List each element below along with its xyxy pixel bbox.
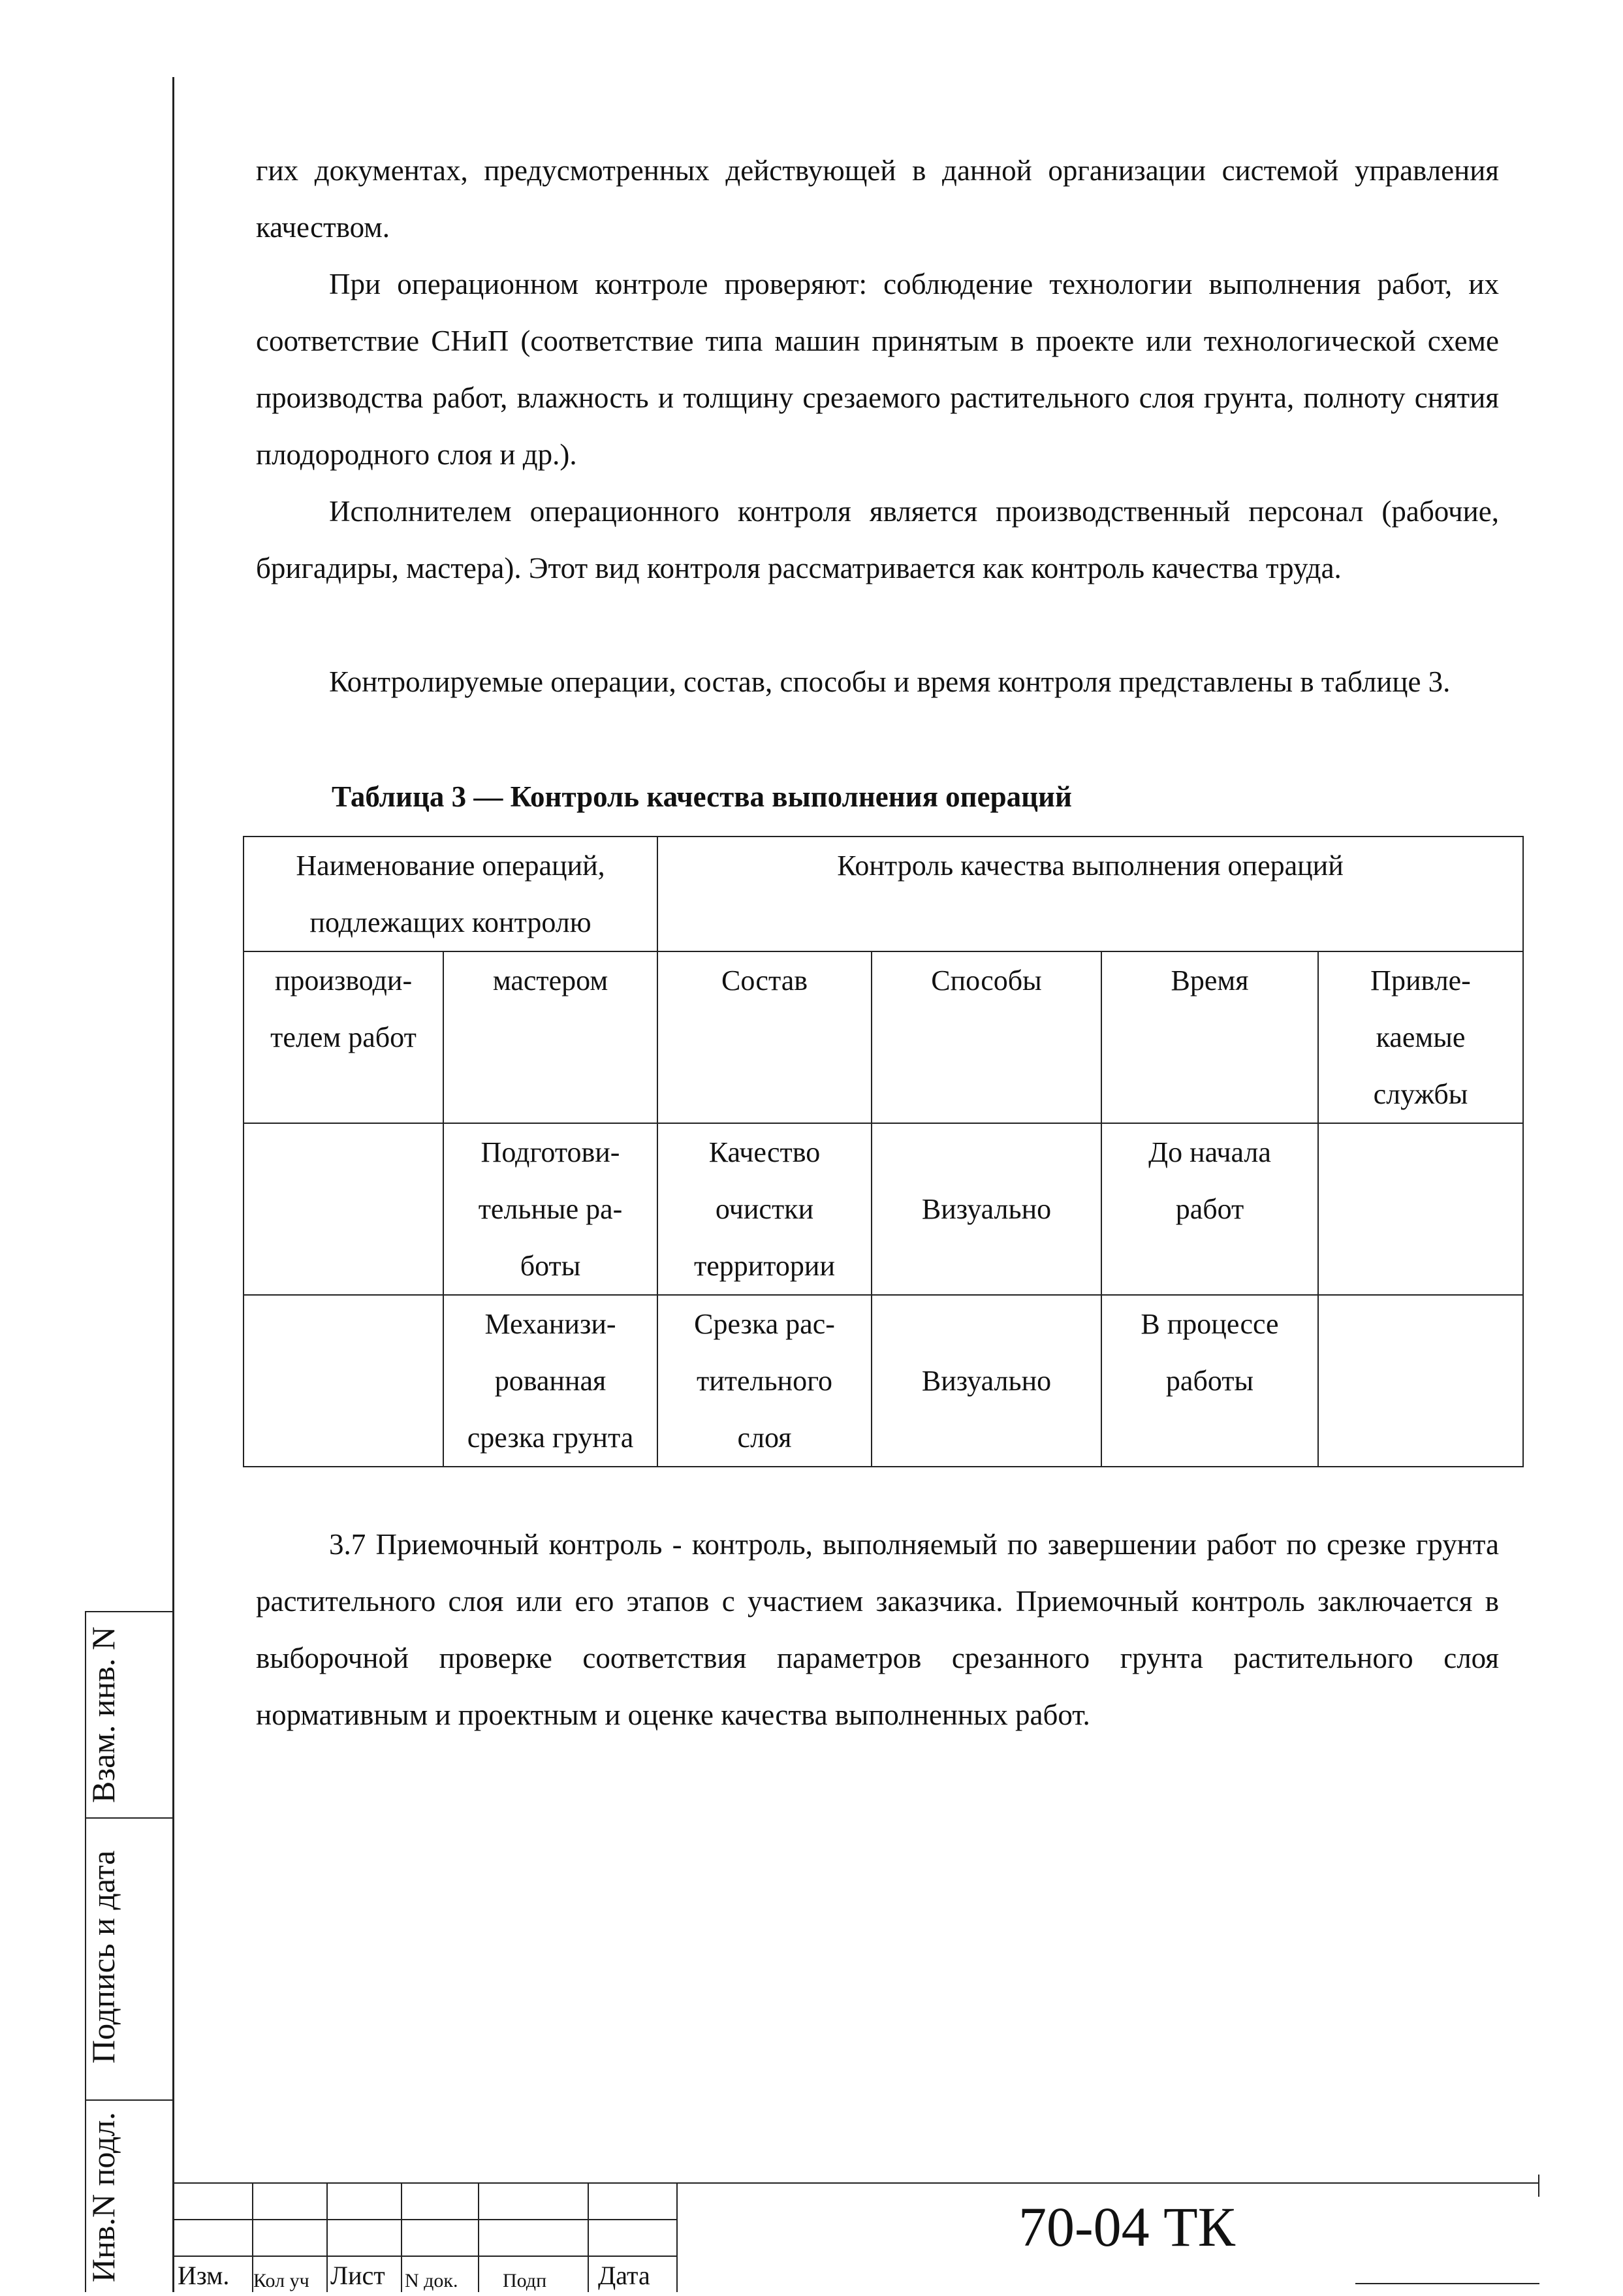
table-row	[244, 1123, 1523, 1295]
header-operations: Наименование операций, подлежащих контролю	[244, 837, 657, 951]
title-block-border	[1538, 2175, 1539, 2197]
paragraph-table-reference: Контролируемые операции, состав, способы и время контроля представлены в таблице 3.	[329, 665, 1451, 698]
table-header-row	[244, 837, 1523, 951]
document-code: 70-04 ТК	[1018, 2195, 1236, 2258]
table-cell: Качество очистки территории	[657, 1123, 872, 1295]
title-block-grid	[676, 2182, 678, 2292]
table-cell: До начала работ	[1101, 1123, 1318, 1295]
side-stamp-divider	[85, 2099, 174, 2101]
stamp-col-data: Дата	[598, 2261, 650, 2290]
side-label-replace-inv: Взам. инв. N	[85, 1626, 121, 1804]
paragraph-continuation: гих документах, предусмотренных действующей в данной организации системой управления качеством.	[256, 154, 1499, 244]
table-subheader-row	[244, 951, 1523, 1123]
title-block-grid	[174, 2256, 678, 2257]
stamp-col-izm: Изм.	[178, 2261, 230, 2290]
title-block-grid	[588, 2182, 589, 2292]
side-label-signature-date: Подпись и дата	[85, 1850, 121, 2064]
table-cell: В процессе работы	[1101, 1295, 1318, 1467]
table-cell: Визуально	[872, 1123, 1101, 1295]
subheader-cell: Состав	[657, 951, 872, 1123]
paragraph-operational-control: При операционном контроле проверяют: соблюдение технологии выполнения работ, их соответствие СНиП (соответствие типа машин принятым в проекте или технологической схеме производства работ, влажность и толщину срезаемого растительного слоя грунта, полноту снятия плодородного слоя и др.).	[256, 268, 1499, 471]
title-block-border	[174, 2182, 1539, 2184]
stamp-col-list: Лист	[330, 2261, 385, 2290]
subheader-cell: Способы	[872, 951, 1101, 1123]
subheader-cell: Привле- каемые службы	[1318, 951, 1523, 1123]
subheader-cell: производи- телем работ	[244, 951, 443, 1123]
table-cell: Визуально	[872, 1295, 1101, 1467]
table-title: Таблица 3 — Контроль качества выполнения операций	[332, 780, 1072, 813]
table-cell: Срезка рас- тительного слоя	[657, 1295, 872, 1467]
table-cell	[244, 1123, 443, 1295]
title-block-grid	[326, 2182, 328, 2292]
subheader-cell: мастером	[443, 951, 657, 1123]
table-cell	[244, 1295, 443, 1467]
paragraph-executor: Исполнителем операционного контроля является производственный персонал (рабочие, бригадиры, мастера). Этот вид контроля рассматривается как контроль качества труда.	[256, 495, 1499, 584]
table-cell	[1318, 1123, 1523, 1295]
table-cell: Подготови- тельные ра- боты	[443, 1123, 657, 1295]
title-block-grid	[1355, 2283, 1539, 2284]
stamp-col-podp: Подп	[503, 2270, 547, 2291]
stamp-col-ndok: N док.	[405, 2270, 458, 2291]
stamp-col-kol: Кол уч	[253, 2270, 309, 2291]
table-row	[244, 1295, 1523, 1467]
header-quality-control: Контроль качества выполнения операций	[657, 837, 1523, 951]
title-block-grid	[401, 2182, 402, 2292]
subheader-cell: Время	[1101, 951, 1318, 1123]
quality-control-table	[243, 836, 1524, 1467]
table-cell: Механизи- рованная срезка грунта	[443, 1295, 657, 1467]
table-cell	[1318, 1295, 1523, 1467]
title-block-grid	[174, 2219, 678, 2220]
title-block-grid	[478, 2182, 479, 2292]
side-label-inventory: Инв.N подл.	[85, 2112, 121, 2283]
side-stamp-divider	[85, 1611, 174, 1612]
paragraph-acceptance-control: 3.7 Приемочный контроль - контроль, выполняемый по завершении работ по срезке грунта растительного слоя или его этапов с участием заказчика. Приемочный контроль заключается в выборочной проверке соответствия параметров срезанного грунта растительного слоя нормативным и проектным и оценке качества выполненных работ.	[256, 1528, 1499, 1731]
